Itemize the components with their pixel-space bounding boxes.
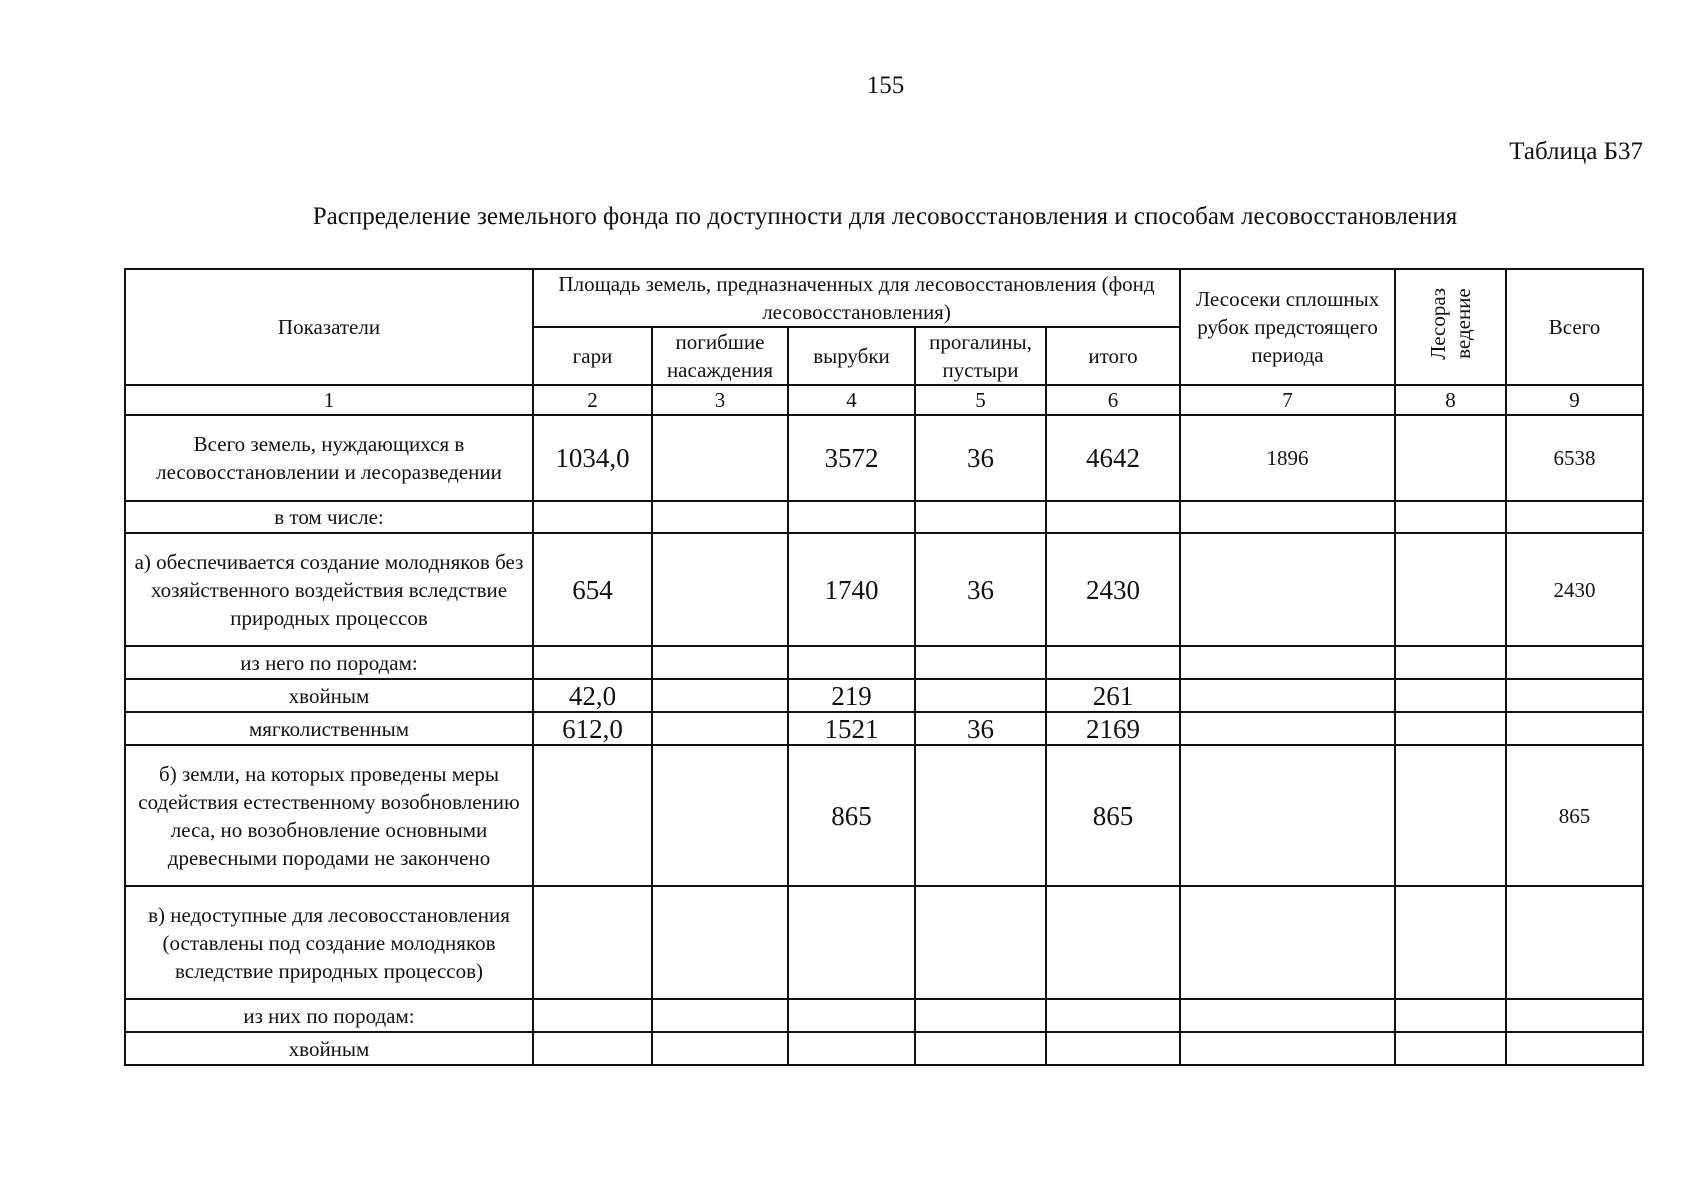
cell-subtotal: 4642 (1046, 415, 1180, 501)
cell-afforestation (1395, 533, 1506, 646)
cell-afforestation (1395, 745, 1506, 886)
header-burns: гари (533, 327, 652, 385)
header-clearcut-areas: Лесосеки сплошных рубок предстоящего периода (1180, 269, 1395, 385)
table-row (125, 886, 1643, 999)
header-dead-stands: погибшие насаждения (652, 327, 788, 385)
cell-clearcut-areas (1180, 886, 1395, 999)
row-label: мягколиственным (125, 712, 533, 745)
cell-burns (533, 1032, 652, 1065)
cell-clearings (915, 745, 1046, 886)
column-number: 5 (915, 385, 1046, 415)
cell-afforestation (1395, 886, 1506, 999)
cell-total (1506, 646, 1643, 679)
cell-burns (533, 886, 652, 999)
cell-cuttings (788, 646, 915, 679)
row-label: в том числе: (125, 501, 533, 533)
row-label: б) земли, на которых проведены меры содействия естественному возобновлению леса, но возобновление основными древесными породами не закончено (125, 745, 533, 886)
cell-clearcut-areas (1180, 745, 1395, 886)
land-fund-table (124, 268, 1644, 1066)
cell-dead-stands (652, 533, 788, 646)
cell-clearings: 36 (915, 533, 1046, 646)
header-afforestation (1395, 269, 1506, 385)
cell-clearings (915, 886, 1046, 999)
cell-afforestation (1395, 999, 1506, 1032)
column-number: 1 (125, 385, 533, 415)
table-body (125, 415, 1643, 1065)
cell-subtotal (1046, 886, 1180, 999)
cell-dead-stands (652, 999, 788, 1032)
row-label: из него по породам: (125, 646, 533, 679)
row-label: хвойным (125, 679, 533, 712)
cell-clearings (915, 501, 1046, 533)
cell-total (1506, 679, 1643, 712)
table-row (125, 1032, 1643, 1065)
column-number: 3 (652, 385, 788, 415)
header-cuttings: вырубки (788, 327, 915, 385)
cell-cuttings: 1521 (788, 712, 915, 745)
table-row (125, 501, 1643, 533)
cell-clearcut-areas (1180, 679, 1395, 712)
cell-subtotal: 261 (1046, 679, 1180, 712)
cell-dead-stands (652, 646, 788, 679)
cell-burns (533, 745, 652, 886)
column-number: 7 (1180, 385, 1395, 415)
column-number: 4 (788, 385, 915, 415)
cell-total (1506, 712, 1643, 745)
cell-clearcut-areas (1180, 646, 1395, 679)
cell-cuttings: 1740 (788, 533, 915, 646)
table-header (125, 269, 1643, 415)
cell-clearings (915, 1032, 1046, 1065)
cell-subtotal (1046, 501, 1180, 533)
cell-clearings: 36 (915, 712, 1046, 745)
cell-burns: 42,0 (533, 679, 652, 712)
cell-clearings (915, 679, 1046, 712)
header-subtotal: итого (1046, 327, 1180, 385)
cell-cuttings (788, 1032, 915, 1065)
cell-dead-stands (652, 679, 788, 712)
cell-dead-stands (652, 415, 788, 501)
table-row (125, 646, 1643, 679)
document-title: Распределение земельного фонда по доступности для лесовосстановления и способам лесовосстановления (312, 203, 1458, 230)
page-number: 155 (866, 72, 905, 99)
header-indicators: Показатели (125, 269, 533, 385)
cell-total (1506, 1032, 1643, 1065)
cell-dead-stands (652, 886, 788, 999)
table-label: Таблица Б37 (1509, 138, 1643, 165)
cell-dead-stands (652, 745, 788, 886)
cell-clearcut-areas: 1896 (1180, 415, 1395, 501)
column-number: 9 (1506, 385, 1643, 415)
cell-clearings: 36 (915, 415, 1046, 501)
cell-subtotal: 865 (1046, 745, 1180, 886)
cell-total (1506, 501, 1643, 533)
header-area-group: Площадь земель, предназначенных для лесовосстановления (фонд лесовосстановления) (533, 269, 1180, 327)
table-row (125, 679, 1643, 712)
row-label: из них по породам: (125, 999, 533, 1032)
cell-clearcut-areas (1180, 999, 1395, 1032)
cell-afforestation (1395, 679, 1506, 712)
cell-dead-stands (652, 712, 788, 745)
row-label: хвойным (125, 1032, 533, 1065)
table-row (125, 533, 1643, 646)
column-number-row (125, 385, 1643, 415)
table-row (125, 712, 1643, 745)
header-clearings: прогалины, пустыри (915, 327, 1046, 385)
column-number: 6 (1046, 385, 1180, 415)
cell-clearcut-areas (1180, 533, 1395, 646)
cell-clearcut-areas (1180, 501, 1395, 533)
cell-subtotal: 2430 (1046, 533, 1180, 646)
cell-clearcut-areas (1180, 1032, 1395, 1065)
cell-subtotal (1046, 1032, 1180, 1065)
cell-subtotal (1046, 999, 1180, 1032)
cell-total: 865 (1506, 745, 1643, 886)
table-row (125, 745, 1643, 886)
cell-burns (533, 501, 652, 533)
cell-cuttings (788, 886, 915, 999)
cell-cuttings: 3572 (788, 415, 915, 501)
header-afforestation-text: Лесораз ведение (1425, 287, 1475, 360)
header-total: Всего (1506, 269, 1643, 385)
row-label: Всего земель, нуждающихся в лесовосстановлении и лесоразведении (125, 415, 533, 501)
cell-burns (533, 999, 652, 1032)
cell-burns: 1034,0 (533, 415, 652, 501)
cell-burns (533, 646, 652, 679)
cell-cuttings: 219 (788, 679, 915, 712)
column-number: 2 (533, 385, 652, 415)
cell-clearings (915, 646, 1046, 679)
cell-total (1506, 886, 1643, 999)
cell-total: 2430 (1506, 533, 1643, 646)
table-row (125, 415, 1643, 501)
row-label: в) недоступные для лесовосстановления (оставлены под создание молодняков вследствие природных процессов) (125, 886, 533, 999)
table-row (125, 999, 1643, 1032)
cell-cuttings (788, 501, 915, 533)
cell-subtotal (1046, 646, 1180, 679)
cell-afforestation (1395, 646, 1506, 679)
cell-total (1506, 999, 1643, 1032)
cell-dead-stands (652, 501, 788, 533)
cell-clearings (915, 999, 1046, 1032)
cell-afforestation (1395, 1032, 1506, 1065)
cell-total: 6538 (1506, 415, 1643, 501)
cell-afforestation (1395, 415, 1506, 501)
cell-burns: 612,0 (533, 712, 652, 745)
cell-cuttings (788, 999, 915, 1032)
cell-cuttings: 865 (788, 745, 915, 886)
cell-afforestation (1395, 712, 1506, 745)
cell-afforestation (1395, 501, 1506, 533)
row-label: а) обеспечивается создание молодняков без хозяйственного воздействия вследствие природных процессов (125, 533, 533, 646)
cell-burns: 654 (533, 533, 652, 646)
cell-subtotal: 2169 (1046, 712, 1180, 745)
cell-dead-stands (652, 1032, 788, 1065)
column-number: 8 (1395, 385, 1506, 415)
cell-clearcut-areas (1180, 712, 1395, 745)
